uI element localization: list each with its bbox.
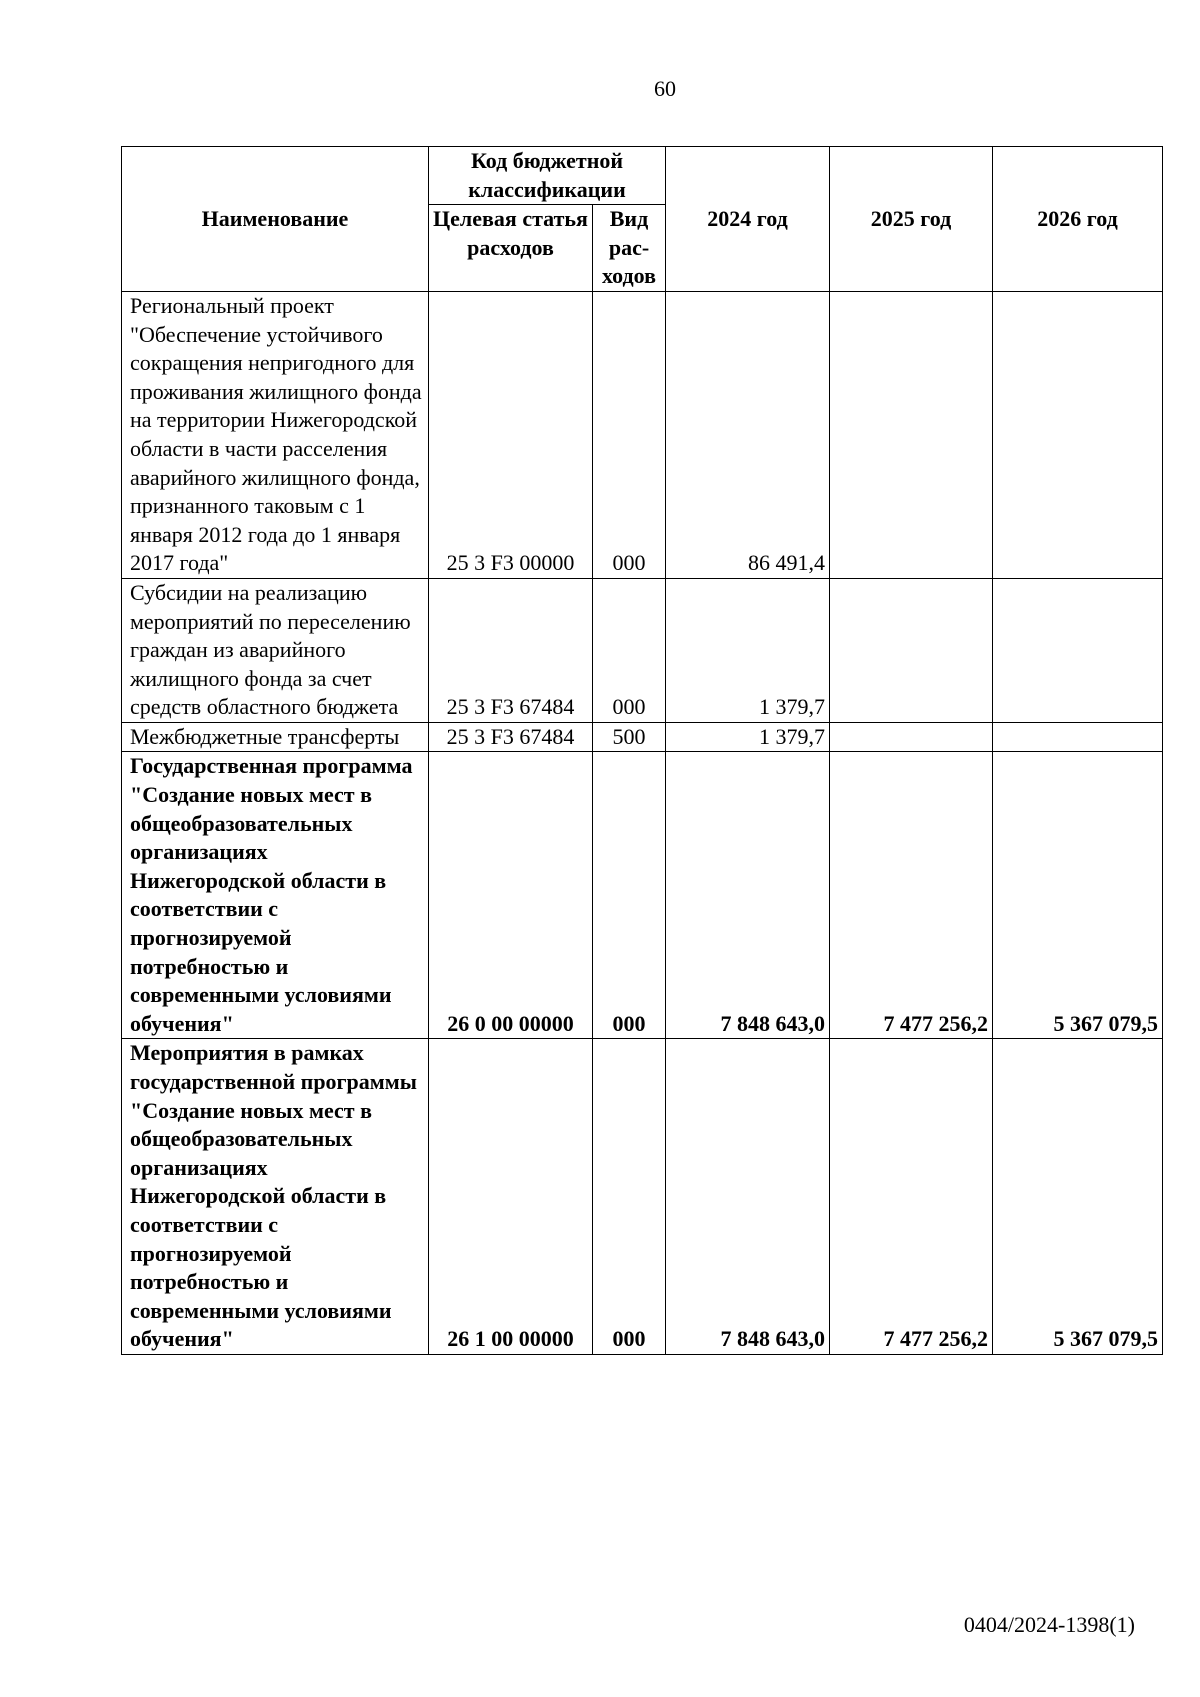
header-2024: 2024 год — [666, 147, 830, 292]
row-kind: 000 — [593, 291, 666, 578]
table-row — [122, 291, 1163, 578]
row-2024: 86 491,4 — [666, 291, 830, 578]
row-2026: 5 367 079,5 — [993, 752, 1163, 1039]
page-number: 60 — [654, 76, 676, 101]
document-registration-code: 0404/2024-1398(1) — [963, 1612, 1135, 1637]
row-2026: 5 367 079,5 — [993, 1039, 1163, 1355]
row-name: Государственная программа "Создание новых мест в общеобразовательных организациях Нижегородской области в соответствии с прогнозируемой потребностью и современными условиями обучения" — [122, 752, 429, 1039]
row-2025: 7 477 256,2 — [830, 1039, 993, 1355]
row-kind: 000 — [593, 752, 666, 1039]
row-2025: 7 477 256,2 — [830, 752, 993, 1039]
row-target: 26 1 00 00000 — [429, 1039, 593, 1355]
budget-table — [121, 146, 1163, 1355]
row-kind: 000 — [593, 1039, 666, 1355]
table-row — [122, 752, 1163, 1039]
row-2025 — [830, 291, 993, 578]
row-2025 — [830, 722, 993, 752]
row-2025 — [830, 578, 993, 722]
header-code-group: Код бюджетной классификации — [429, 147, 666, 205]
row-target: 26 0 00 00000 — [429, 752, 593, 1039]
header-name: Наименование — [122, 147, 429, 292]
row-2024: 1 379,7 — [666, 578, 830, 722]
row-kind: 000 — [593, 578, 666, 722]
row-target: 25 3 F3 00000 — [429, 291, 593, 578]
table-row — [122, 1039, 1163, 1355]
header-target-article: Целевая статья расходов — [429, 205, 593, 292]
header-2025: 2025 год — [830, 147, 993, 292]
row-target: 25 3 F3 67484 — [429, 578, 593, 722]
row-2024: 7 848 643,0 — [666, 1039, 830, 1355]
table-header — [122, 147, 1163, 292]
header-expense-kind: Вид рас- ходов — [593, 205, 666, 292]
row-2026 — [993, 578, 1163, 722]
row-2026 — [993, 291, 1163, 578]
row-name: Мероприятия в рамках государственной программы "Создание новых мест в общеобразовательных организациях Нижегородской области в соответствии с прогнозируемой потребностью и современными условиями обучения" — [122, 1039, 429, 1355]
row-2026 — [993, 722, 1163, 752]
row-2024: 7 848 643,0 — [666, 752, 830, 1039]
row-2024: 1 379,7 — [666, 722, 830, 752]
header-2026: 2026 год — [993, 147, 1163, 292]
row-name: Субсидии на реализацию мероприятий по переселению граждан из аварийного жилищного фонда за счет средств областного бюджета — [122, 578, 429, 722]
table-row — [122, 722, 1163, 752]
table-row — [122, 578, 1163, 722]
row-target: 25 3 F3 67484 — [429, 722, 593, 752]
row-name: Межбюджетные трансферты — [122, 722, 429, 752]
row-kind: 500 — [593, 722, 666, 752]
row-name: Региональный проект "Обеспечение устойчивого сокращения непригодного для проживания жилищного фонда на территории Нижегородской области в части расселения аварийного жилищного фонда, признанного таковым с 1 января 2012 года до 1 января 2017 года" — [122, 291, 429, 578]
